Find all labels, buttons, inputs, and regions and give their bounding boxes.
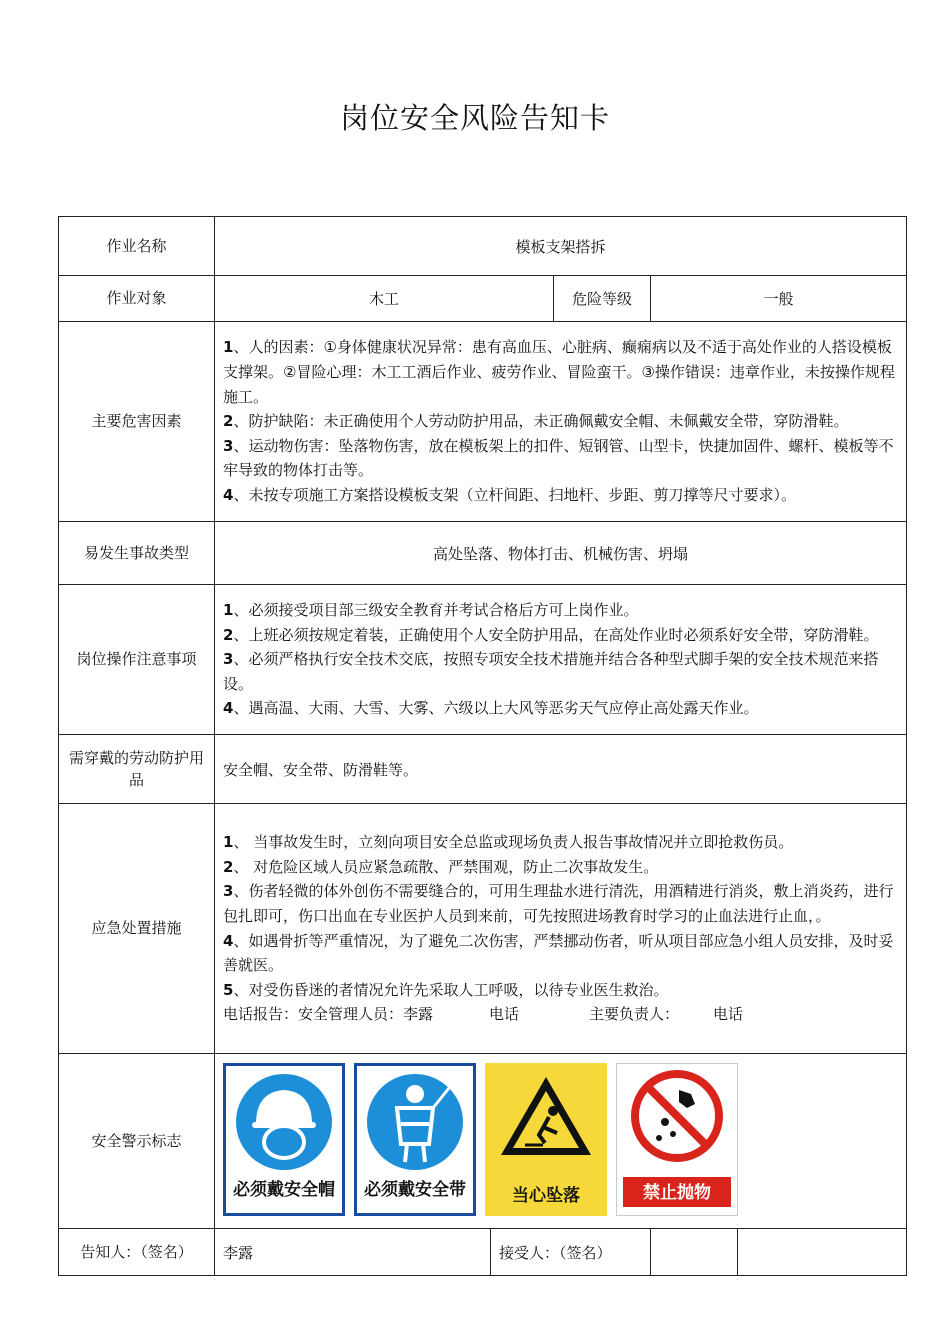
signature-mid bbox=[215, 1229, 651, 1276]
precaution-item: 4、遇高温、大雨、大雪、大雾、六级以上大风等恶劣天气应停止高处露天作业。 bbox=[223, 699, 759, 718]
sign-no-throwing bbox=[616, 1063, 738, 1216]
precaution-item: 1、必须接受项目部三级安全教育并考试合格后方可上岗作业。 bbox=[223, 601, 639, 620]
work-name-value: 模板支架搭拆 bbox=[215, 217, 907, 276]
accident-types-label: 易发生事故类型 bbox=[59, 522, 215, 585]
row-work-object bbox=[59, 276, 907, 322]
phone-report: 电话报告：安全管理人员：李露 bbox=[223, 1005, 434, 1024]
ppe-value: 安全帽、安全带、防滑鞋等。 bbox=[215, 735, 907, 804]
sign-hardhat bbox=[223, 1063, 345, 1216]
hazard-item: 3、运动物伤害：坠落物伤害，放在模板架上的扣件、短钢管、山型卡，快捷加固件、螺杆、模板等不牢导致的物体打击等。 bbox=[223, 436, 894, 480]
phone-report-line bbox=[223, 1002, 898, 1027]
receiver-label: 接受人：（签名） bbox=[499, 1243, 612, 1262]
sign-caption: 禁止抛物 bbox=[643, 1183, 711, 1203]
row-work-name bbox=[59, 217, 907, 276]
emergency-item: 5、对受伤昏迷的者情况允许先采取人工呼吸，以待专业医生救治。 bbox=[223, 980, 669, 999]
signs-label: 安全警示标志 bbox=[59, 1054, 215, 1229]
precautions-label: 岗位操作注意事项 bbox=[59, 585, 215, 735]
accident-types-value: 高处坠落、物体打击、机械伤害、坍塌 bbox=[215, 522, 907, 585]
sign-caption: 必须戴安全带 bbox=[364, 1180, 466, 1200]
emergency-item: 3、伤者轻微的体外创伤不需要缝合的，可用生理盐水进行清洗，用酒精进行消炎，敷上消炎药，进行包扎即可，伤口出血在专业医护人员到来前，可先按照进场教育时学习的止血法进行止血，。 bbox=[223, 882, 894, 925]
row-precautions bbox=[59, 585, 907, 735]
page-title: 岗位安全风险告知卡 bbox=[339, 101, 610, 135]
hazard-item: 4、未按专项施工方案搭设模板支架（立杆间距、扫地杆、步距、剪刀撑等尺寸要求）。 bbox=[223, 485, 796, 504]
row-signs bbox=[59, 1054, 907, 1229]
harness-icon bbox=[357, 1066, 473, 1176]
precaution-item: 3、必须严格执行安全技术交底，按照专项安全技术措施并结合各种型式脚手架的安全技术规范来搭设。 bbox=[223, 650, 879, 693]
fall-warning-icon bbox=[485, 1063, 607, 1178]
no-throwing-icon bbox=[617, 1064, 737, 1174]
precaution-item: 2、上班必须按规定着装，正确使用个人安全防护用品，在高处作业时必须系好安全带，穿防滑鞋。 bbox=[223, 625, 879, 644]
hazards-label: 主要危害因素 bbox=[59, 322, 215, 522]
sign-fall-warning bbox=[485, 1063, 607, 1216]
hazard-item: 2、防护缺陷：未正确使用个人劳动防护用品，未正确佩戴安全帽、未佩戴安全带，穿防滑鞋。 bbox=[223, 412, 849, 431]
signature-right bbox=[651, 1229, 907, 1276]
emergency-item: 1、 当事故发生时，立刻向项目安全总监或现场负责人报告事故情况并立即抢救伤员。 bbox=[223, 833, 794, 852]
risk-level-label: 危险等级 bbox=[554, 276, 651, 322]
ppe-label: 需穿戴的劳动防护用品 bbox=[59, 735, 215, 804]
sign-caption: 当心坠落 bbox=[512, 1186, 580, 1206]
emergency-item: 4、如遇骨折等严重情况，为了避免二次伤害，严禁挪动伤者，听从项目部应急小组人员安排，及时妥善就医。 bbox=[223, 931, 894, 975]
work-object-label: 作业对象 bbox=[59, 276, 215, 322]
sign-caption: 必须戴安全帽 bbox=[233, 1180, 335, 1200]
row-signature bbox=[59, 1229, 907, 1276]
risk-level-value: 一般 bbox=[651, 276, 907, 322]
risk-card-table bbox=[58, 216, 907, 1276]
row-hazards bbox=[59, 322, 907, 522]
work-object-value: 木工 bbox=[215, 276, 554, 322]
precautions-content bbox=[215, 585, 907, 735]
work-name-label: 作业名称 bbox=[59, 217, 215, 276]
phone-label-1: 电话 bbox=[489, 1005, 520, 1024]
receiver-signature[interactable] bbox=[737, 1229, 906, 1275]
emergency-label: 应急处置措施 bbox=[59, 804, 215, 1054]
hazards-content bbox=[215, 322, 907, 522]
notifier-label: 告知人：（签名） bbox=[59, 1229, 215, 1276]
hazard-item: 1、人的因素：①身体健康状况异常：患有高血压、心脏病、癫痫病以及不适于高处作业的人搭设模板支撑架。②冒险心理：木工工酒后作业、疲劳作业、冒险蛮干。③操作错误：违章作业，未按操作规程施工。 bbox=[223, 338, 895, 406]
signs-content bbox=[215, 1054, 907, 1229]
row-ppe bbox=[59, 735, 907, 804]
row-emergency bbox=[59, 804, 907, 1054]
row-accident-types bbox=[59, 522, 907, 585]
emergency-item: 2、 对危险区域人员应紧急疏散、严禁围观，防止二次事故发生。 bbox=[223, 857, 659, 876]
sign-harness bbox=[354, 1063, 476, 1216]
main-person: 主要负责人： bbox=[589, 1005, 680, 1024]
phone-label-2: 电话 bbox=[713, 1005, 744, 1024]
emergency-content bbox=[215, 804, 907, 1054]
hardhat-icon bbox=[226, 1066, 342, 1176]
notifier-name: 李露 bbox=[215, 1229, 491, 1275]
